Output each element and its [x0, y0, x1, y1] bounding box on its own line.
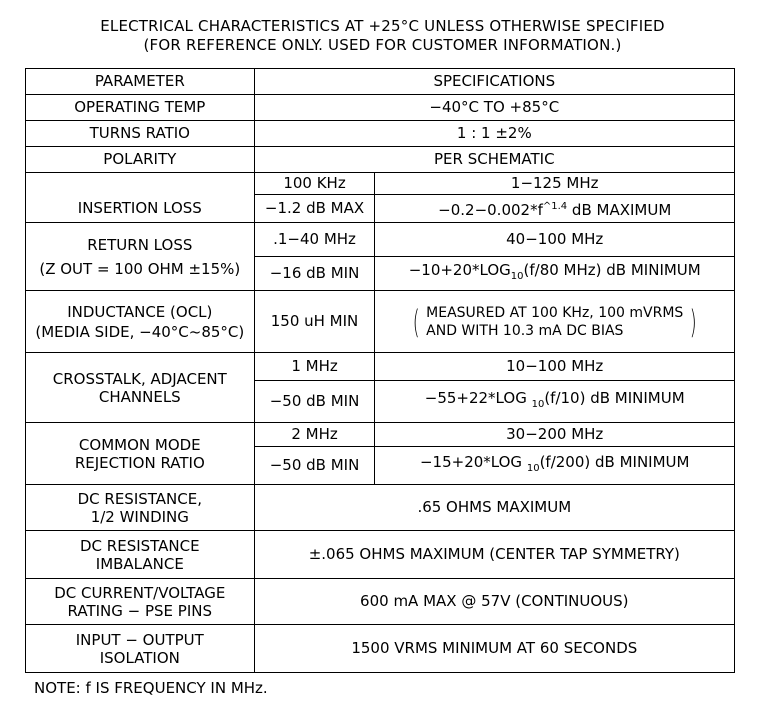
return-loss-freq-1: .1−40 MHz: [254, 223, 375, 257]
table-row: [26, 485, 735, 531]
table-row: [26, 223, 735, 257]
cmrr-freq-2: 30−200 MHz: [375, 423, 735, 447]
isolation-value: 1500 VRMS MINIMUM AT 60 SECONDS: [254, 625, 734, 673]
dc-resistance-label: DC RESISTANCE, 1/2 WINDING: [26, 485, 255, 531]
return-loss-freq-2: 40−100 MHz: [375, 223, 735, 257]
table-row: [26, 625, 735, 673]
polarity-label: POLARITY: [26, 147, 255, 173]
cmrr-value-1: −50 dB MIN: [254, 447, 375, 485]
dc-imbalance-value: ±.065 OHMS MAXIMUM (CENTER TAP SYMMETRY): [254, 531, 734, 579]
footnote: NOTE: f IS FREQUENCY IN MHz.: [34, 679, 268, 697]
inductance-conditions: ( MEASURED AT 100 KHz, 100 mVRMS AND WITH 10.3 mA DC BIAS ): [375, 291, 735, 353]
table-row: [26, 147, 735, 173]
insertion-loss-value-1: −1.2 dB MAX: [254, 195, 375, 223]
table-header-row: [26, 69, 735, 95]
crosstalk-value-1: −50 dB MIN: [254, 381, 375, 423]
insertion-loss-label: INSERTION LOSS: [26, 173, 255, 223]
crosstalk-value-2: −55+22*LOG $_{10}$(f/10) dB MINIMUM: [375, 381, 735, 423]
return-loss-label: RETURN LOSS (Z OUT = 100 OHM ±15%): [26, 223, 255, 291]
return-loss-value-1: −16 dB MIN: [254, 257, 375, 291]
return-loss-value-2: $-10+20*LOG_{10}(f/80$ MHz) dB MINIMUM: [375, 257, 735, 291]
header-line-2: (FOR REFERENCE ONLY. USED FOR CUSTOMER INFORMATION.): [143, 36, 622, 54]
table-row: [26, 531, 735, 579]
table-row: [26, 291, 735, 353]
insertion-loss-value-2: $-0.2-0.002*f^{\^{}1.4}$ dB MAXIMUM: [375, 195, 735, 223]
turns-ratio-label: TURNS RATIO: [26, 121, 255, 147]
operating-temp-value: −40°C TO +85°C: [254, 95, 734, 121]
dc-current-label: DC CURRENT/VOLTAGE RATING − PSE PINS: [26, 579, 255, 625]
dc-imbalance-label: DC RESISTANCE IMBALANCE: [26, 531, 255, 579]
insertion-loss-freq-1: 100 KHz: [254, 173, 375, 195]
cmrr-value-2: −15+20*LOG $_{10}$(f/200) dB MINIMUM: [375, 447, 735, 485]
inductance-value: 150 uH MIN: [254, 291, 375, 353]
turns-ratio-value: 1 : 1 ±2%: [254, 121, 734, 147]
table-row: [26, 579, 735, 625]
specifications-table: [25, 68, 735, 673]
specifications-header: SPECIFICATIONS: [254, 69, 734, 95]
dc-resistance-value: .65 OHMS MAXIMUM: [254, 485, 734, 531]
inductance-label: INDUCTANCE (OCL) (MEDIA SIDE, −40°C~85°C): [26, 291, 255, 353]
insertion-loss-freq-2: 1−125 MHz: [375, 173, 735, 195]
table-row: [26, 353, 735, 381]
dc-current-value: 600 mA MAX @ 57V (CONTINUOUS): [254, 579, 734, 625]
crosstalk-label: CROSSTALK, ADJACENT CHANNELS: [26, 353, 255, 423]
header-line-1: ELECTRICAL CHARACTERISTICS AT +25°C UNLESS OTHERWISE SPECIFIED: [100, 17, 665, 35]
operating-temp-label: OPERATING TEMP: [26, 95, 255, 121]
table-row: [26, 173, 735, 195]
crosstalk-freq-2: 10−100 MHz: [375, 353, 735, 381]
polarity-value: PER SCHEMATIC: [254, 147, 734, 173]
isolation-label: INPUT − OUTPUT ISOLATION: [26, 625, 255, 673]
table-row: [26, 95, 735, 121]
crosstalk-freq-1: 1 MHz: [254, 353, 375, 381]
cmrr-freq-1: 2 MHz: [254, 423, 375, 447]
table-row: [26, 121, 735, 147]
cmrr-label: COMMON MODE REJECTION RATIO: [26, 423, 255, 485]
table-row: [26, 423, 735, 447]
parameter-header: PARAMETER: [26, 69, 255, 95]
